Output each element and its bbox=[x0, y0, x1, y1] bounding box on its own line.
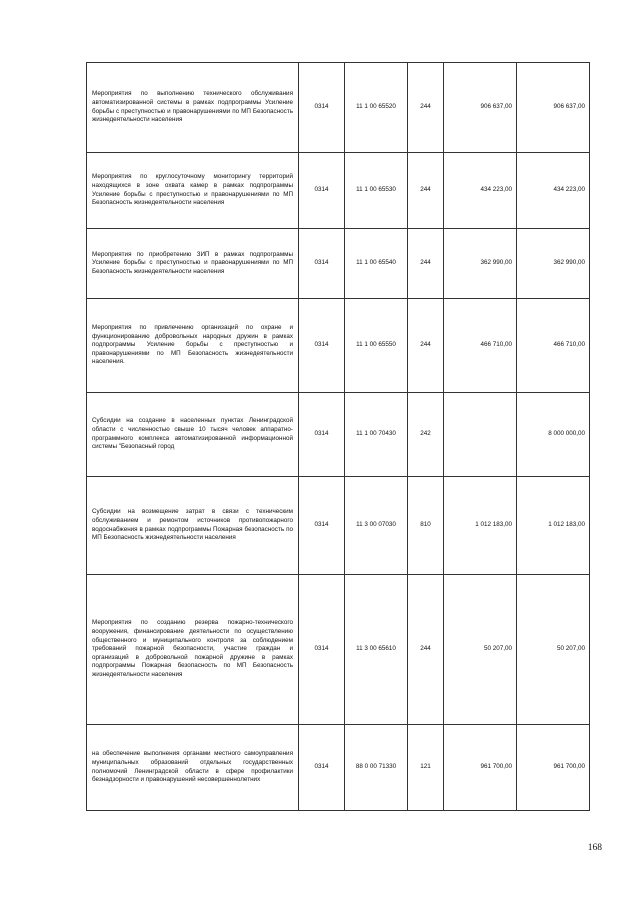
amount-cell: 466 710,00 bbox=[444, 299, 517, 393]
table-row bbox=[87, 63, 590, 153]
expense-type-code: 244 bbox=[408, 153, 444, 229]
amount-cell: 434 223,00 bbox=[444, 153, 517, 229]
row-description: Субсидии на возмещение затрат в связи с техническим обслуживанием и ремонтом источников противопожарного водоснабжения в рамках подпрограммы Пожарная безопасность по МП Безопасность жизнедеятельности населения bbox=[87, 477, 299, 575]
target-code: 11 1 00 65550 bbox=[345, 299, 408, 393]
table-row bbox=[87, 393, 590, 477]
table-row bbox=[87, 575, 590, 725]
target-code: 88 0 00 71330 bbox=[345, 725, 408, 811]
row-description: Мероприятия по привлечению организаций по охране и функционированию добровольных народных дружин в рамках подпрограммы Усиление борьбы с преступностью и правонарушениями по МП Безопасность жизнедеятельности населения. bbox=[87, 299, 299, 393]
amount-cell: 961 700,00 bbox=[444, 725, 517, 811]
amount-cell: 1 012 183,00 bbox=[444, 477, 517, 575]
expense-type-code: 244 bbox=[408, 63, 444, 153]
expense-type-code: 244 bbox=[408, 229, 444, 299]
table-row bbox=[87, 153, 590, 229]
section-code: 0314 bbox=[299, 393, 345, 477]
amount-cell: 906 637,00 bbox=[444, 63, 517, 153]
page-number: 168 bbox=[587, 843, 602, 853]
expense-type-code: 242 bbox=[408, 393, 444, 477]
target-code: 11 1 00 70430 bbox=[345, 393, 408, 477]
section-code: 0314 bbox=[299, 477, 345, 575]
amount-cell: 50 207,00 bbox=[517, 575, 590, 725]
row-description: Мероприятия по приобретению ЗИП в рамках подпрограммы Усиление борьбы с преступностью и правонарушениями по МП Безопасность жизнедеятельности населения bbox=[87, 229, 299, 299]
target-code: 11 3 00 07030 bbox=[345, 477, 408, 575]
row-description: Мероприятия по выполнению технического обслуживания автоматизированной системы в рамках подпрограммы Усиление борьбы с преступностью и правонарушениями по МП Безопасность жизнедеятельности населения bbox=[87, 63, 299, 153]
row-description: Мероприятия по созданию резерва пожарно-технического вооружения, финансирование деятельности по осуществлению общественного и муниципального контроля за соблюдением требований пожарной безопасности, участие граждан и организаций в добровольной пожарной дружине в рамках подпрограммы Пожарная безопасность по МП Безопасность жизнедеятельности населения bbox=[87, 575, 299, 725]
amount-cell: 434 223,00 bbox=[517, 153, 590, 229]
amount-cell bbox=[444, 393, 517, 477]
section-code: 0314 bbox=[299, 725, 345, 811]
expense-type-code: 244 bbox=[408, 299, 444, 393]
row-description: Субсидии на создание в населенных пунктах Ленинградской области с численностью свыше 10 тысяч человек аппаратно-программного комплекса автоматизированной информационной системы "Безопасный город bbox=[87, 393, 299, 477]
budget-table bbox=[86, 62, 590, 811]
amount-cell: 50 207,00 bbox=[444, 575, 517, 725]
expense-type-code: 244 bbox=[408, 575, 444, 725]
section-code: 0314 bbox=[299, 153, 345, 229]
amount-cell: 961 700,00 bbox=[517, 725, 590, 811]
amount-cell: 466 710,00 bbox=[517, 299, 590, 393]
section-code: 0314 bbox=[299, 229, 345, 299]
amount-cell: 362 990,00 bbox=[517, 229, 590, 299]
table-row bbox=[87, 299, 590, 393]
target-code: 11 1 00 65530 bbox=[345, 153, 408, 229]
amount-cell: 906 637,00 bbox=[517, 63, 590, 153]
target-code: 11 1 00 65520 bbox=[345, 63, 408, 153]
amount-cell: 1 012 183,00 bbox=[517, 477, 590, 575]
target-code: 11 1 00 65540 bbox=[345, 229, 408, 299]
table-row bbox=[87, 229, 590, 299]
section-code: 0314 bbox=[299, 575, 345, 725]
section-code: 0314 bbox=[299, 63, 345, 153]
row-description: Мероприятия по круглосуточному мониторингу территорий находящихся в зоне охвата камер в рамках подпрограммы Усиление борьбы с преступностью и правонарушениями по МП Безопасность жизнедеятельности населения bbox=[87, 153, 299, 229]
target-code: 11 3 00 65610 bbox=[345, 575, 408, 725]
expense-type-code: 810 bbox=[408, 477, 444, 575]
section-code: 0314 bbox=[299, 299, 345, 393]
expense-type-code: 121 bbox=[408, 725, 444, 811]
table-row bbox=[87, 725, 590, 811]
amount-cell: 8 000 000,00 bbox=[517, 393, 590, 477]
amount-cell: 362 990,00 bbox=[444, 229, 517, 299]
table-row bbox=[87, 477, 590, 575]
row-description: на обеспечение выполнения органами местного самоуправления муниципальных образований отдельных государственных полномочий Ленинградской области в сфере профилактики безнадзорности и правонарушений несовершеннолетних bbox=[87, 725, 299, 811]
